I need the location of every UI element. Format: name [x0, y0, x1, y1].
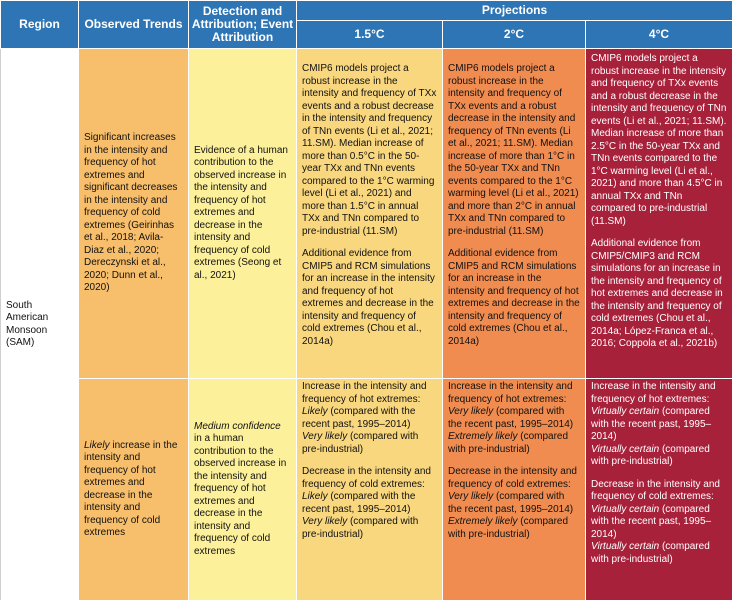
observed-assessment-text: Likely increase in the intensity and frequency of hot extremes and decrease in the intensity and frequency of cold extremes: [84, 440, 183, 540]
detection-assessment-text: Medium confidence in a human contribution to the observed increase in the intensity and frequency of hot extremes and decrease in the intensity and frequency of cold extremes: [194, 421, 291, 559]
hot-extremes-1-5c: Increase in the intensity and frequency of hot extremes: Likely (compared with the recent past, 1995–2014) Very likely (compared with pre-industrial): [302, 381, 437, 456]
detection-cell: [189, 49, 297, 379]
projection-4c-additional: Additional evidence from CMIP5/CMIP3 and RCM simulations for an increase in the intensity and frequency of hot extremes and decrease in the intensity and frequency of cold extremes (Chou et al., 2014a; López-Franca et al., 2016; Coppola et al., 2021b): [591, 238, 727, 351]
observed-trends-cell: [79, 49, 189, 379]
detection-text: Evidence of a human contribution to the observed increase in the intensity and frequency of hot extremes and decrease in the intensity and frequency of cold extremes (Seong et al., 2021): [194, 145, 291, 283]
projection-2c-cmip6: CMIP6 models project a robust increase in the intensity and frequency of TXx events and a robust decrease in the intensity and frequency of TNn events (Li et al., 2021; 11.SM). Median increase of more than 1°C in the 50-year TXx and TNn events compared to the 1°C warming level (Li et al., 2021) and more than 2°C in annual TXx and TNn compared to pre-industrial (11.SM): [448, 63, 580, 238]
header-projections: Projections: [297, 1, 732, 21]
header-4c: 4°C: [586, 21, 732, 49]
hot-extremes-4c: Increase in the intensity and frequency of hot extremes: Virtually certain (compared with the recent past, 1995–2014) Virtually certain (compared with pre-industrial): [591, 381, 727, 469]
projection-1-5c-cell: [297, 49, 443, 379]
region-name: South American Monsoon (SAM): [6, 300, 73, 350]
projection-4c-cell: [586, 49, 732, 379]
assessment-4c-cell: [586, 379, 732, 601]
detection-assessment-cell: [189, 379, 297, 601]
likelihood-term: Likely: [84, 440, 110, 451]
assessment-1-5c-cell: [297, 379, 443, 601]
cold-extremes-2c: Decrease in the intensity and frequency of cold extremes: Very likely (compared with the recent past, 1995–2014) Extremely likely (compared with pre-industrial): [448, 466, 580, 541]
observed-assessment-cell: [79, 379, 189, 601]
cold-extremes-4c: Decrease in the intensity and frequency of cold extremes: Virtually certain (compared with the recent past, 1995–2014) Virtually certain (compared with pre-industrial): [591, 479, 727, 567]
hot-extremes-2c: Increase in the intensity and frequency of hot extremes: Very likely (compared with the recent past, 1995–2014) Extremely likely (compared with pre-industrial): [448, 381, 580, 456]
header-observed-trends: Observed Trends: [79, 1, 189, 49]
confidence-term: Medium confidence: [194, 421, 281, 432]
header-2c: 2°C: [443, 21, 586, 49]
header-detection-attribution: Detection and Attribution; Event Attribution: [189, 1, 297, 49]
assessment-2c-cell: [443, 379, 586, 601]
observed-trends-text: Significant increases in the intensity and frequency of hot extremes and significant decreases in the intensity and frequency of cold extremes (Geirinhas et al., 2018; Avila-Diaz et al., 2020; Dereczynski et al., 2020; Dunn et al., 2020): [84, 132, 183, 295]
projection-4c-cmip6: CMIP6 models project a robust increase in the intensity and frequency of TXx events and a robust decrease in the intensity and frequency of TNn events (Li et al., 2021; 11.SM). Median increase of more than 2.5°C in the 50-year TXx and TNn events compared to the 1°C warming level (Li et al., 2021) and more than 4.5°C in annual TXx and TNn compared to pre-industrial (11.SM): [591, 53, 727, 228]
projection-2c-cell: [443, 49, 586, 379]
projection-2c-additional: Additional evidence from CMIP5 and RCM simulations for an increase in the intensity and frequency of hot extremes and decrease in the intensity and frequency of cold extremes (Chou et al., 2014a): [448, 248, 580, 348]
header-region: Region: [1, 1, 79, 49]
projection-1-5c-cmip6: CMIP6 models project a robust increase in the intensity and frequency of TXx events and a robust decrease in the intensity and frequency of TNn events (Li et al., 2021; 11.SM). Median increase of more than 0.5°C in the 50-year TXx and TNn events compared to the 1°C warming level (Li et al., 2021) and more than 1.5°C in annual TXx and TNn compared to pre-industrial (11.SM): [302, 63, 437, 238]
header-1-5c: 1.5°C: [297, 21, 443, 49]
cold-extremes-1-5c: Decrease in the intensity and frequency of cold extremes: Likely (compared with the recent past, 1995–2014) Very likely (compared with pre-industrial): [302, 466, 437, 541]
region-cell: [1, 49, 79, 601]
projection-1-5c-additional: Additional evidence from CMIP5 and RCM simulations for an increase in the intensity and frequency of hot extremes and decrease in the intensity and frequency of cold extremes (Chou et al., 2014a): [302, 248, 437, 348]
